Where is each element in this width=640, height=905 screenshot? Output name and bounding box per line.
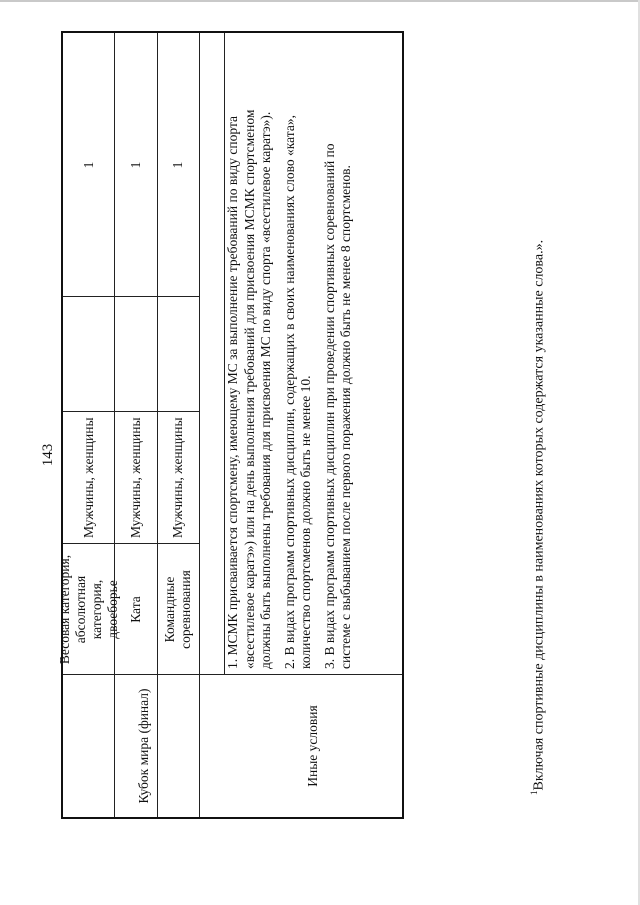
gender-cell: Мужчины, женщины: [127, 417, 143, 538]
footnote: [526, 240, 548, 795]
competition-name: Кубок мира (финал): [135, 688, 151, 804]
page-number: 143: [40, 443, 56, 467]
gender-cell: Мужчины, женщины: [170, 417, 185, 538]
other-conditions-label: Иные условия: [305, 705, 320, 787]
value-cell: 1: [170, 161, 185, 169]
condition-item: 3. В видах программ спортивных дисциплин при проведении спортивных соревнований по системе с выбыванием после первого поражения должно быть не менее 8 спортсменов.: [321, 143, 353, 669]
footnote-marker: 1: [529, 790, 539, 795]
discipline-cell: Весовая категория, абсолютная категория, двоеборье: [56, 554, 120, 665]
discipline-cell: Ката: [127, 596, 143, 623]
value-cell: 1: [80, 161, 96, 169]
footnote-text: Включая спортивные дисциплины в наименованиях которых содержатся указанные слова.».: [531, 239, 547, 791]
condition-item: 2. В видах программ спортивных дисциплин, содержащих в своих наименованиях слово «ката», количество спортсменов должно быть не менее 10.: [281, 115, 313, 669]
gender-cell: Мужчины, женщины: [80, 417, 96, 538]
conditions-cell: [225, 108, 362, 673]
discipline-cell: Командные соревнования: [162, 570, 193, 649]
value-cell: 1: [127, 161, 143, 169]
condition-item: 1. МСМК присваивается спортсмену, имеющему МС за выполнение требований по виду спорта «всестилевое каратэ») или на день выполнения требований для присвоения МСМК спортсменом должны быть выполнены требования для присвоения МС по виду спорта «всестилевое каратэ»).: [225, 109, 273, 669]
